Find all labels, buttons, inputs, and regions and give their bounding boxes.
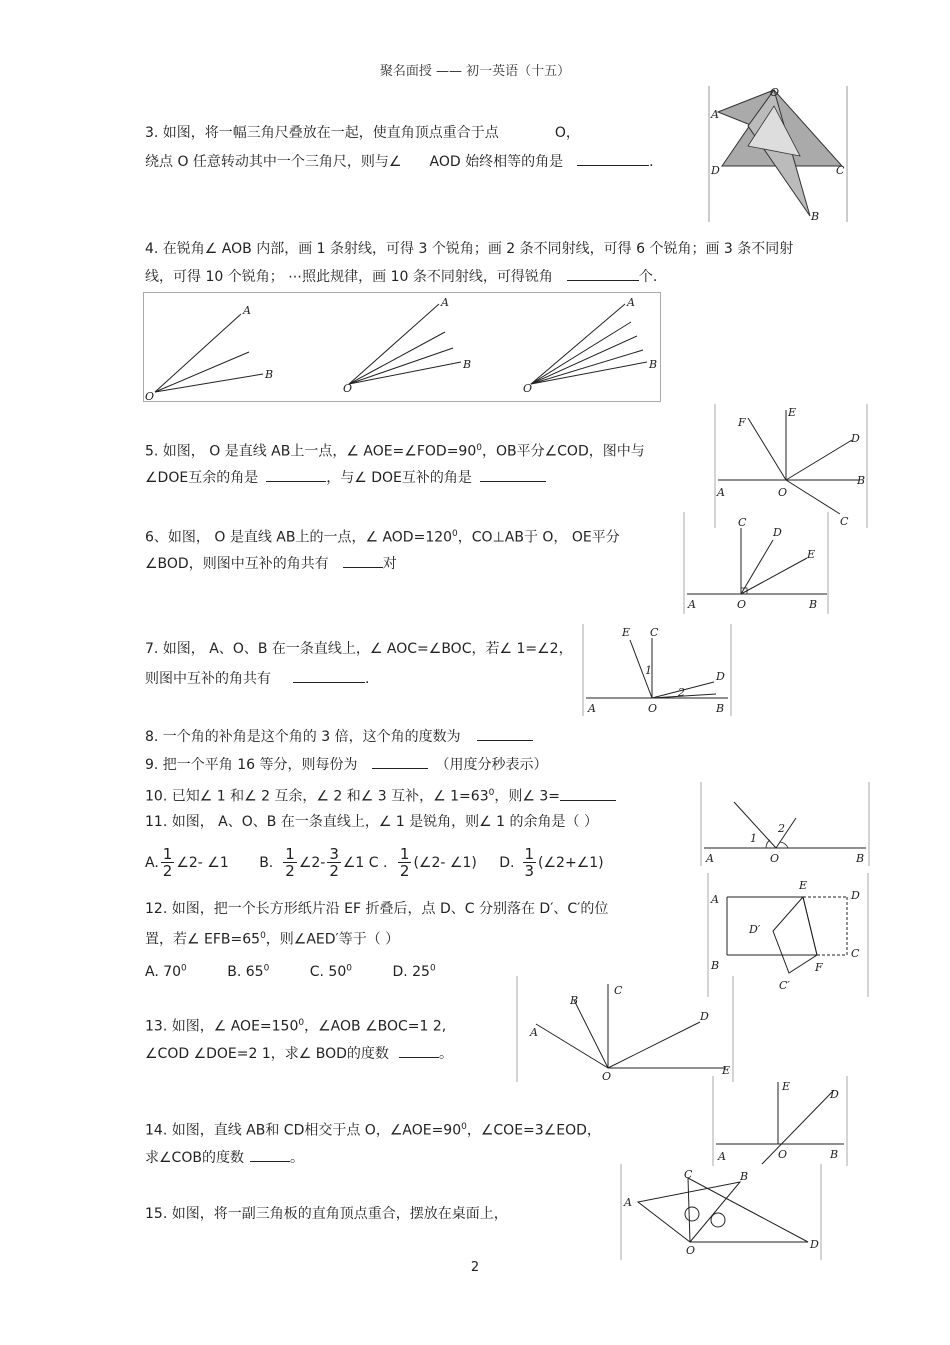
svg-text:A: A — [627, 296, 635, 309]
q3-line1: 3. 如图，将一幅三角尺叠放在一起，使直角顶点重合于点 O， — [145, 125, 580, 141]
q4-figure — [143, 292, 661, 402]
svg-text:E: E — [788, 406, 797, 419]
svg-text:D: D — [773, 526, 782, 539]
svg-text:D: D — [700, 1010, 709, 1023]
q9-line: 9. 把一个平角 16 等分，则每份为 （用度分秒表示） — [145, 754, 548, 774]
svg-text:O: O — [778, 1148, 788, 1161]
svg-text:O: O — [737, 598, 747, 611]
q14-line2: 求∠COB的度数 。 — [145, 1147, 304, 1167]
q10-line: 10. 已知∠ 1 和∠ 2 互余，∠ 2 和∠ 3 互补，∠ $1=63^0$，则∠ 3= — [145, 784, 616, 806]
page-number: 2 — [470, 1260, 480, 1275]
q6-line2: ∠BOD，则图中互补的角共有 对 — [145, 553, 397, 573]
svg-text:C′: C′ — [779, 979, 790, 992]
svg-text:D: D — [830, 1088, 839, 1101]
q12-option-a[interactable]: A. $70^0$ — [145, 963, 187, 980]
q7-line2: 则图中互补的角共有 . — [145, 668, 369, 688]
q7-line1: 7. 如图， A、O、B 在一条直线上，∠ AOC=∠BOC，若∠ 1=∠2， — [145, 641, 573, 657]
q13-figure — [516, 976, 734, 1082]
q15-figure — [620, 1164, 822, 1260]
svg-text:C: C — [614, 984, 623, 997]
svg-text:A: A — [624, 1196, 632, 1209]
svg-text:B: B — [716, 702, 725, 715]
svg-text:E: E — [807, 548, 816, 561]
q4-line1: 4. 在锐角∠ AOB 内部，画 1 条射线，可得 3 个锐角；画 2 条不同射线，可得 6 个锐角；画 3 条不同射 — [145, 241, 794, 257]
svg-text:D: D — [716, 670, 725, 683]
q13-line2: ∠COD ∠DOE=2 1，求∠ BOD的度数 。 — [145, 1043, 453, 1063]
svg-text:O: O — [602, 1070, 612, 1082]
svg-text:A: A — [711, 893, 719, 906]
svg-text:C: C — [684, 1168, 693, 1181]
svg-text:E: E — [722, 1064, 731, 1077]
svg-text:B: B — [711, 959, 720, 972]
svg-text:O: O — [778, 486, 788, 499]
svg-text:F: F — [738, 416, 746, 429]
svg-text:B: B — [740, 1170, 749, 1183]
q12-options — [145, 959, 436, 981]
svg-text:C: C — [738, 516, 747, 529]
svg-text:E: E — [622, 626, 631, 639]
svg-text:B: B — [830, 1148, 839, 1161]
q3-figure — [708, 86, 848, 222]
svg-text:O: O — [770, 86, 780, 99]
svg-text:2: 2 — [778, 822, 785, 835]
q3-line2: 绕点 O 任意转动其中一个三角尺，则与∠ AOD 始终相等的角是 . — [145, 151, 654, 171]
svg-text:D: D — [711, 164, 720, 177]
svg-text:B: B — [857, 474, 866, 487]
q11-figure — [700, 782, 870, 866]
q5-line1: 5. 如图， O 是直线 AB上一点，∠ $AOE=\angle FOD=90^0$，OB平分∠COD，图中与 — [145, 443, 645, 460]
q12-option-c[interactable]: C. $50^0$ — [309, 963, 352, 980]
svg-text:A: A — [530, 1026, 538, 1039]
svg-text:A: A — [717, 486, 725, 499]
svg-text:A: A — [688, 598, 696, 611]
svg-text:2: 2 — [678, 686, 685, 699]
svg-text:F: F — [815, 961, 823, 974]
svg-text:B: B — [463, 358, 472, 371]
q12-option-b[interactable]: B. $65^0$ — [227, 963, 270, 980]
q12-line1: 12. 如图，把一个长方形纸片沿 EF 折叠后，点 D、C 分别落在 D′、C′的位 — [145, 901, 609, 917]
svg-text:1: 1 — [750, 832, 757, 845]
q13-line1: 13. 如图，∠ $AOE=150^0$，∠AOB ∠BOC=1 2, — [145, 1018, 447, 1035]
q6-figure — [683, 512, 829, 614]
svg-text:B: B — [649, 358, 658, 371]
page-header: 聚名面授 —— 初一英语（十五） — [379, 64, 571, 79]
svg-text:C: C — [851, 947, 860, 960]
svg-text:A: A — [588, 702, 596, 715]
svg-text:D: D — [851, 889, 860, 902]
q11-option-b[interactable]: B. $\frac{1}{2}$ ∠2- $\frac{3}{2}$ ∠1 C . — [259, 845, 388, 880]
svg-text:A: A — [441, 296, 449, 309]
q14-figure — [712, 1076, 848, 1166]
svg-text:1: 1 — [645, 664, 652, 677]
q6-line1: 6、如图， O 是直线 AB上的一点，∠ $AOD=120^0$，CO⊥AB于 O， OE平分 — [145, 529, 620, 546]
svg-text:C: C — [836, 164, 845, 177]
svg-text:O: O — [770, 852, 780, 865]
q5-line2: ∠DOE互余的角是 ，与∠ DOE互补的角是 — [145, 467, 546, 487]
svg-text:D′: D′ — [749, 923, 761, 936]
q4-fig-1 — [145, 304, 273, 402]
q11-option-d[interactable]: D. $\frac{1}{3}$ (∠2+∠1) — [499, 845, 604, 880]
q12-option-d[interactable]: D. $25^0$ — [392, 963, 436, 980]
q15-line: 15. 如图，将一副三角板的直角顶点重合，摆放在桌面上， — [145, 1206, 508, 1222]
q11-options — [145, 846, 604, 879]
q4-line2: 线，可得 10 个锐角； ⋯照此规律，画 10 条不同射线，可得锐角 个. — [145, 266, 657, 286]
svg-text:B: B — [570, 994, 579, 1007]
svg-text:A: A — [718, 1150, 726, 1163]
svg-text:D: D — [810, 1238, 819, 1251]
q11-option-c[interactable]: $\frac{1}{2}$ (∠2- ∠1) — [399, 845, 477, 880]
svg-text:B: B — [809, 598, 818, 611]
svg-text:A: A — [711, 108, 719, 121]
svg-text:D: D — [851, 432, 860, 445]
svg-text:C: C — [840, 515, 849, 528]
svg-text:B: B — [811, 210, 820, 222]
svg-text:O: O — [648, 702, 658, 715]
q4-fig-3 — [523, 296, 657, 395]
q8-line: 8. 一个角的补角是这个角的 3 倍，这个角的度数为 — [145, 726, 533, 746]
svg-text:C: C — [650, 626, 659, 639]
q11-line1: 11. 如图， A、O、B 在一条直线上，∠ 1 是锐角，则∠ 1 的余角是（ ） — [145, 814, 598, 830]
svg-text:E: E — [782, 1080, 791, 1093]
q11-option-a[interactable]: A. $\frac{1}{2}$ ∠2- ∠1 — [145, 845, 229, 880]
svg-text:O: O — [343, 382, 353, 395]
svg-text:E: E — [799, 879, 808, 892]
q7-figure — [582, 624, 732, 716]
svg-text:B: B — [265, 368, 274, 381]
q5-figure — [714, 404, 868, 528]
svg-text:B: B — [856, 852, 865, 865]
q14-line1: 14. 如图，直线 AB和 CD相交于点 O，$\angle AOE=90^0$，∠COE=3∠EOD， — [145, 1122, 601, 1139]
svg-text:A: A — [706, 852, 714, 865]
svg-text:O: O — [686, 1244, 696, 1257]
q12-line2: 置，若∠ $EFB=65^0$，则∠AED′等于（ ） — [145, 931, 400, 948]
q4-fig-2 — [343, 296, 471, 395]
svg-text:O: O — [523, 382, 533, 395]
svg-text:O: O — [145, 390, 155, 402]
svg-text:A: A — [243, 304, 251, 317]
